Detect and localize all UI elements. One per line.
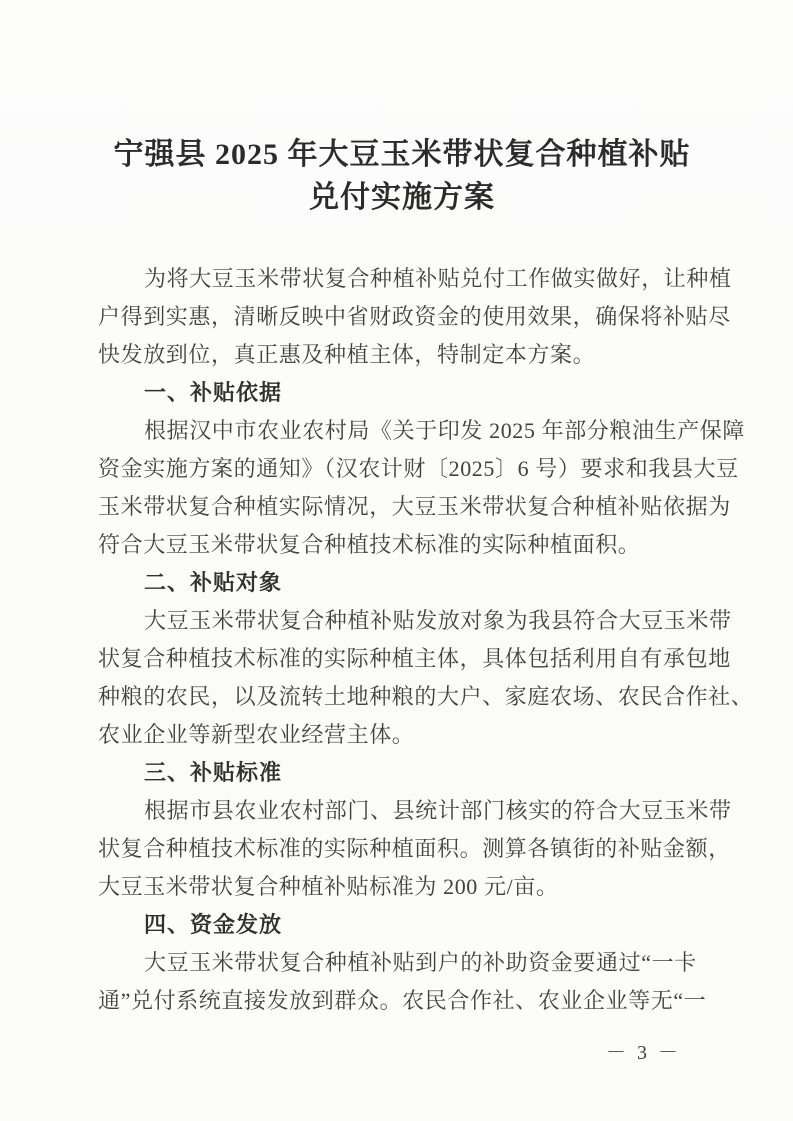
- intro-line: 户得到实惠，清晰反映中省财政资金的使用效果，确保将补贴尽: [98, 304, 731, 329]
- section-2-line: 种粮的农民，以及流转土地种粮的大户、家庭农场、农民合作社、: [98, 684, 754, 709]
- section-heading-3: 三、补贴标准: [144, 760, 283, 785]
- section-3-line: 状复合种植技术标准的实际种植面积。测算各镇街的补贴金额，: [98, 836, 731, 861]
- section-3-line: 根据市县农业农村部门、县统计部门核实的符合大豆玉米带: [144, 798, 732, 823]
- section-2-line: 农业企业等新型农业经营主体。: [98, 722, 415, 747]
- section-3-line: 大豆玉米带状复合种植补贴标准为 200 元/亩。: [98, 874, 559, 899]
- section-2-line: 状复合种植技术标准的实际种植主体，具体包括利用自有承包地: [98, 646, 731, 671]
- section-1-line: 玉米带状复合种植实际情况，大豆玉米带状复合种植补贴依据为: [98, 494, 731, 519]
- document-content: [98, 0, 754, 1020]
- document-body: [98, 260, 754, 1020]
- section-1-line: 资金实施方案的通知》（汉农计财〔2025〕6 号）要求和我县大豆: [98, 456, 739, 481]
- page-number: － 3 －: [606, 1042, 681, 1064]
- section-2-line: 大豆玉米带状复合种植补贴发放对象为我县符合大豆玉米带: [144, 608, 732, 633]
- section-1-line: 符合大豆玉米带状复合种植技术标准的实际种植面积。: [98, 532, 641, 557]
- section-1-line: 根据汉中市农业农村局《关于印发 2025 年部分粮油生产保障: [144, 418, 746, 443]
- section-heading-1: 一、补贴依据: [144, 380, 283, 405]
- section-4-line: 通”兑付系统直接发放到群众。农民合作社、农业企业等无“一: [98, 988, 707, 1013]
- section-4-line: 大豆玉米带状复合种植补贴到户的补助资金要通过“一卡: [144, 950, 697, 975]
- section-heading-4: 四、资金发放: [144, 912, 283, 937]
- document-title-line-2: 兑付实施方案: [309, 181, 495, 214]
- intro-line: 快发放到位，真正惠及种植主体，特制定本方案。: [98, 342, 596, 367]
- section-heading-2: 二、补贴对象: [144, 570, 283, 595]
- document-title: [98, 133, 706, 219]
- document-title-line-1: 宁强县 2025 年大豆玉米带状复合种植补贴: [113, 138, 691, 171]
- intro-line: 为将大豆玉米带状复合种植补贴兑付工作做实做好，让种植: [144, 266, 732, 291]
